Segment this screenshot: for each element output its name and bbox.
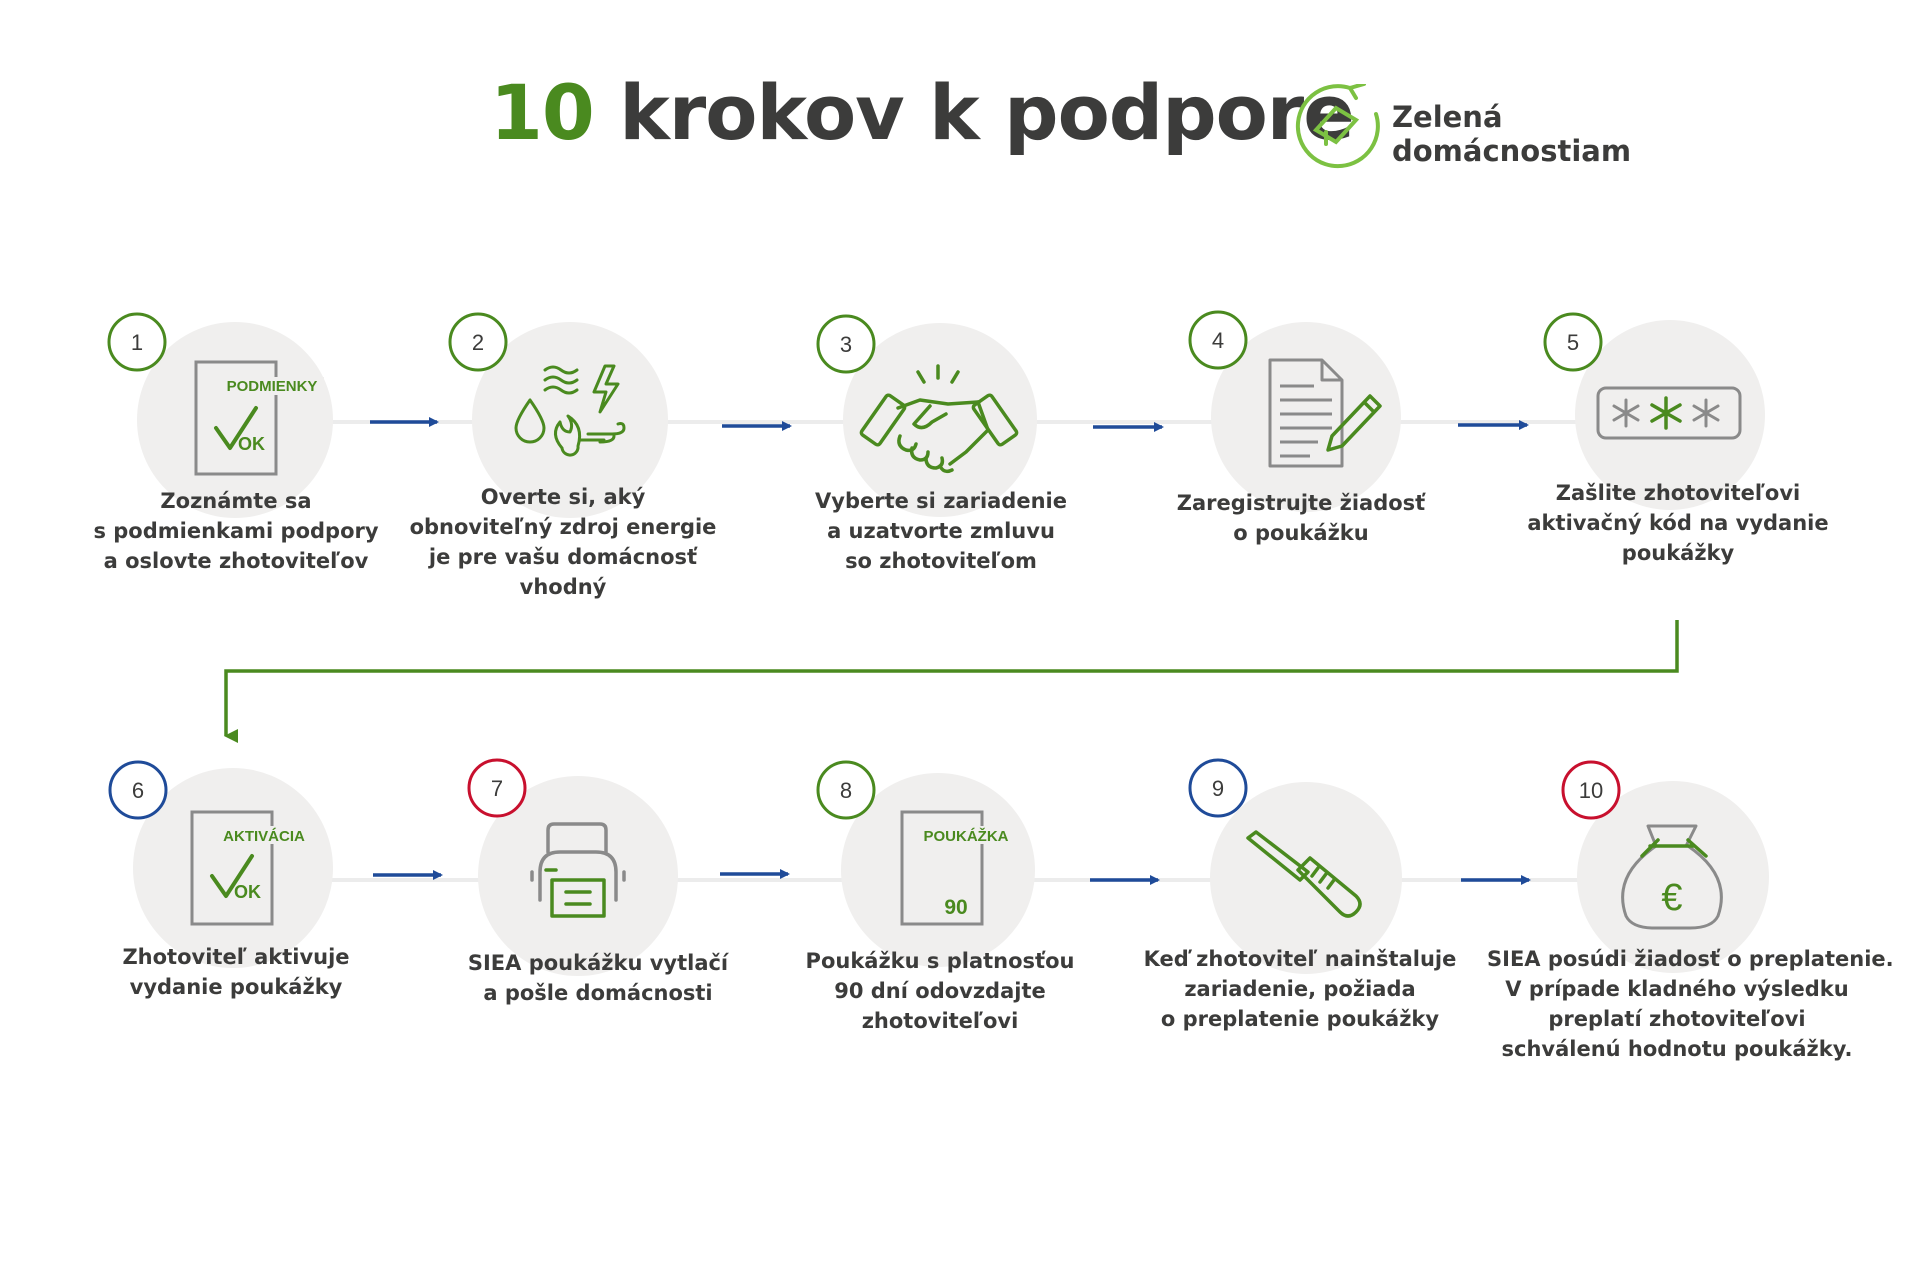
step-4-badge: [1190, 312, 1246, 368]
step-3-number: 3: [839, 332, 853, 357]
icon-subtext-step-6: OK: [234, 882, 261, 902]
step-10-number: 10: [1578, 778, 1604, 803]
step-9-line-3: o preplatenie poukážky: [1160, 1007, 1440, 1031]
step-5-line-2: aktivačný kód na vydanie: [1527, 511, 1829, 535]
step-6-number: 6: [131, 778, 145, 803]
step-6-line-2: vydanie poukážky: [129, 975, 343, 999]
step-2-line-3: je pre vašu domácnosť: [428, 545, 698, 569]
step-1-line-1: Zoznámte sa: [160, 489, 312, 513]
step-8-line-2: 90 dní odovzdajte: [834, 979, 1046, 1003]
step-5-line-3: poukážky: [1621, 541, 1735, 565]
step-2-number: 2: [471, 330, 485, 355]
step-6-badge: [110, 762, 166, 818]
step-8-line-1: Poukážku s platnosťou: [805, 949, 1075, 973]
logo-line-1: Zelená: [1392, 100, 1503, 134]
step-10-badge: [1563, 762, 1619, 818]
step-9-badge: [1190, 760, 1246, 816]
title-text: krokov k podpore: [593, 68, 1354, 157]
step-5-badge: [1545, 314, 1601, 370]
step-1-badge: [109, 314, 165, 370]
step-3-line-3: so zhotoviteľom: [845, 549, 1037, 573]
step-1-number: 1: [130, 330, 144, 355]
icon-subtext-step-8: 90: [944, 896, 968, 919]
step-4-number: 4: [1211, 328, 1225, 353]
title-number: 10: [490, 68, 594, 157]
step-6-line-1: Zhotoviteľ aktivuje: [122, 945, 350, 969]
icon-subtext-step-1: OK: [238, 434, 265, 454]
icon-text-step-1: PODMIENKY: [226, 378, 318, 395]
step-8-label: [775, 946, 1105, 1036]
step-5-label: [1513, 478, 1843, 568]
icon-text-step-8: POUKÁŽKA: [923, 828, 1009, 845]
step-2-line-2: obnoviteľný zdroj energie: [409, 515, 717, 539]
step-4-label: [1136, 488, 1466, 548]
icon-subtext-step-10: €: [1661, 877, 1683, 919]
step-5-line-1: Zašlite zhotoviteľovi: [1555, 481, 1801, 505]
step-2-line-4: vhodný: [519, 575, 607, 599]
step-2-line-1: Overte si, aký: [480, 485, 646, 509]
step-7-badge: [469, 760, 525, 816]
step-3-line-2: a uzatvorte zmluvu: [827, 519, 1055, 543]
step-1-label: [71, 486, 401, 576]
step-8-badge: [818, 762, 874, 818]
step-3-line-1: Vyberte si zariadenie: [815, 489, 1067, 513]
step-1-line-2: s podmienkami podpory: [93, 519, 379, 543]
row-wrap-connector: [226, 620, 1677, 736]
step-10-line-1: SIEA posúdi žiadosť o preplatenie.: [1487, 947, 1894, 971]
step-8-number: 8: [839, 778, 853, 803]
step-9-line-1: Keď zhotoviteľ nainštaluje: [1143, 947, 1457, 971]
step-4-line-1: Zaregistrujte žiadosť: [1176, 491, 1426, 515]
step-7-number: 7: [490, 776, 504, 801]
step-7-label: [433, 948, 763, 1008]
step-9-line-2: zariadenie, požiada: [1184, 977, 1416, 1001]
step-8-line-3: zhotoviteľovi: [861, 1009, 1019, 1033]
step-10-label: [1487, 944, 1894, 1064]
logo-line-2: domácnostiam: [1392, 134, 1632, 168]
step-2-label: [398, 482, 728, 602]
step-5-number: 5: [1566, 330, 1580, 355]
step-6-label: [71, 942, 401, 1002]
step-3-label: [776, 486, 1106, 576]
step-10-line-3: preplatí zhotoviteľovi: [1548, 1007, 1806, 1031]
step-10-line-2: V prípade kladného výsledku: [1505, 977, 1849, 1001]
step-2-badge: [450, 314, 506, 370]
step-4-line-2: o poukážku: [1233, 521, 1369, 545]
step-circles: [130, 320, 1769, 976]
icon-text-step-6: AKTIVÁCIA: [223, 828, 305, 845]
step-10-line-4: schválenú hodnotu poukážky.: [1501, 1037, 1853, 1061]
step-7-line-1: SIEA poukážku vytlačí: [467, 951, 729, 975]
step-3-badge: [818, 316, 874, 372]
step-1-line-3: a oslovte zhotoviteľov: [103, 549, 369, 573]
step-9-label: [1135, 944, 1465, 1034]
step-9-number: 9: [1211, 776, 1225, 801]
step-7-line-2: a pošle domácnosti: [483, 981, 713, 1005]
